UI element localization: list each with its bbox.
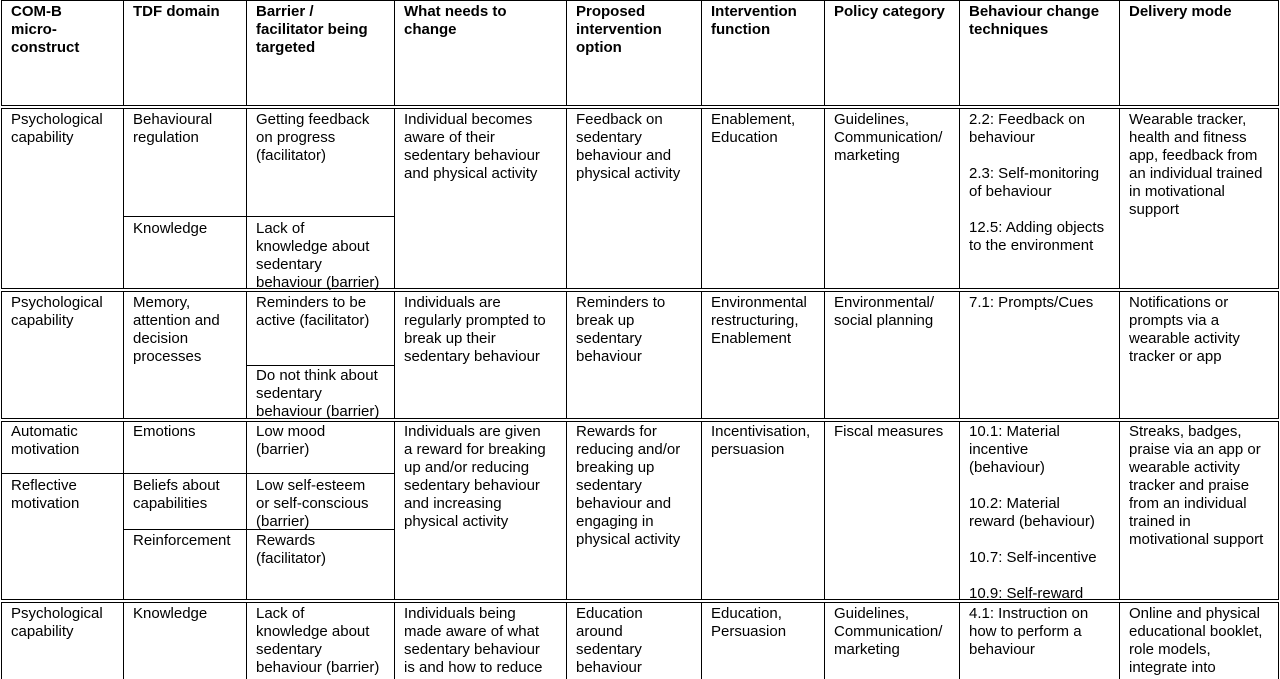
- row4-function: Education, Persuasion: [711, 605, 787, 640]
- row3-barrier-1: Low mood (barrier): [256, 423, 326, 458]
- row1-function: Enablement, Education: [711, 111, 796, 146]
- row3-barrier-3: Rewards (facilitator): [256, 532, 327, 567]
- row2-policy: Environmental/ social planning: [834, 294, 935, 329]
- row3-tdf-2: Beliefs about capabilities: [133, 477, 220, 512]
- row3-tdf-3: Reinforcement: [133, 532, 231, 549]
- row2-barrier-1: Reminders to be active (facilitator): [256, 294, 370, 329]
- row1-bct: 2.2: Feedback on behaviour 2.3: Self-monitoring of behaviour 12.5: Adding objects to the environment: [969, 111, 1105, 254]
- row3-com-b-1: Automatic motivation: [11, 423, 80, 458]
- row4-change: Individuals being made aware of what sedentary behaviour is and how to reduce: [404, 605, 543, 676]
- header-com-b: COM-B micro- construct: [11, 3, 80, 56]
- row3-delivery: Streaks, badges, praise via an app or wearable activity tracker and praise from an individual trained in motivational support: [1129, 423, 1264, 548]
- row2-barrier-2: Do not think about sedentary behaviour (barrier): [256, 367, 380, 420]
- header-intervention-function: Intervention function: [711, 3, 797, 38]
- row4-tdf-1: Knowledge: [133, 605, 208, 622]
- header-policy-category: Policy category: [834, 3, 945, 20]
- row2-function: Environmental restructuring, Enablement: [711, 294, 807, 347]
- row3-option: Rewards for reducing and/or breaking up sedentary behaviour and engaging in physical activity: [576, 423, 681, 548]
- row4-delivery: Online and physical educational booklet, role models, integrate into: [1129, 605, 1263, 676]
- row3-tdf-1: Emotions: [133, 423, 196, 440]
- row3-change: Individuals are given a reward for breaking up and/or reducing sedentary behaviour and increasing physical activity: [404, 423, 546, 530]
- row3-function: Incentivisation, persuasion: [711, 423, 811, 458]
- row1-delivery: Wearable tracker, health and fitness app, feedback from an individual trained in motivational support: [1129, 111, 1263, 218]
- row3-com-b-2: Reflective motivation: [11, 477, 80, 512]
- header-what-needs-to-change: What needs to change: [404, 3, 507, 38]
- header-proposed-option: Proposed intervention option: [576, 3, 662, 56]
- row3-bct: 10.1: Material incentive (behaviour) 10.2: Material reward (behaviour) 10.7: Self-incentive 10.9: Self-reward: [969, 423, 1097, 602]
- header-delivery-mode: Delivery mode: [1129, 3, 1232, 20]
- header-bct: Behaviour change techniques: [969, 3, 1100, 38]
- row1-barrier-2: Lack of knowledge about sedentary behaviour (barrier): [256, 220, 380, 291]
- row2-tdf-1: Memory, attention and decision processes: [133, 294, 220, 365]
- row2-bct: 7.1: Prompts/Cues: [969, 294, 1094, 311]
- row1-tdf-1: Behavioural regulation: [133, 111, 213, 146]
- header-barrier-facilitator: Barrier / facilitator being targeted: [256, 3, 368, 56]
- row3-policy: Fiscal measures: [834, 423, 944, 440]
- row1-policy: Guidelines, Communication/ marketing: [834, 111, 943, 164]
- row2-change: Individuals are regularly prompted to break up their sedentary behaviour: [404, 294, 546, 365]
- row2-option: Reminders to break up sedentary behaviour: [576, 294, 666, 365]
- row1-option: Feedback on sedentary behaviour and physical activity: [576, 111, 681, 182]
- row4-barrier-1: Lack of knowledge about sedentary behaviour (barrier): [256, 605, 380, 676]
- row4-bct: 4.1: Instruction on how to perform a behaviour: [969, 605, 1089, 658]
- row3-barrier-2: Low self-esteem or self-conscious (barrier): [256, 477, 369, 530]
- row1-change: Individual becomes aware of their sedentary behaviour and physical activity: [404, 111, 540, 182]
- row1-barrier-1: Getting feedback on progress (facilitator): [256, 111, 370, 164]
- row2-delivery: Notifications or prompts via a wearable activity tracker or app: [1129, 294, 1240, 365]
- row1-com-b: Psychological capability: [11, 111, 103, 146]
- row4-policy: Guidelines, Communication/ marketing: [834, 605, 943, 658]
- header-tdf-domain: TDF domain: [133, 3, 220, 20]
- row4-option: Education around sedentary behaviour: [576, 605, 643, 676]
- row4-com-b: Psychological capability: [11, 605, 103, 640]
- row2-com-b: Psychological capability: [11, 294, 103, 329]
- row1-tdf-2: Knowledge: [133, 220, 208, 237]
